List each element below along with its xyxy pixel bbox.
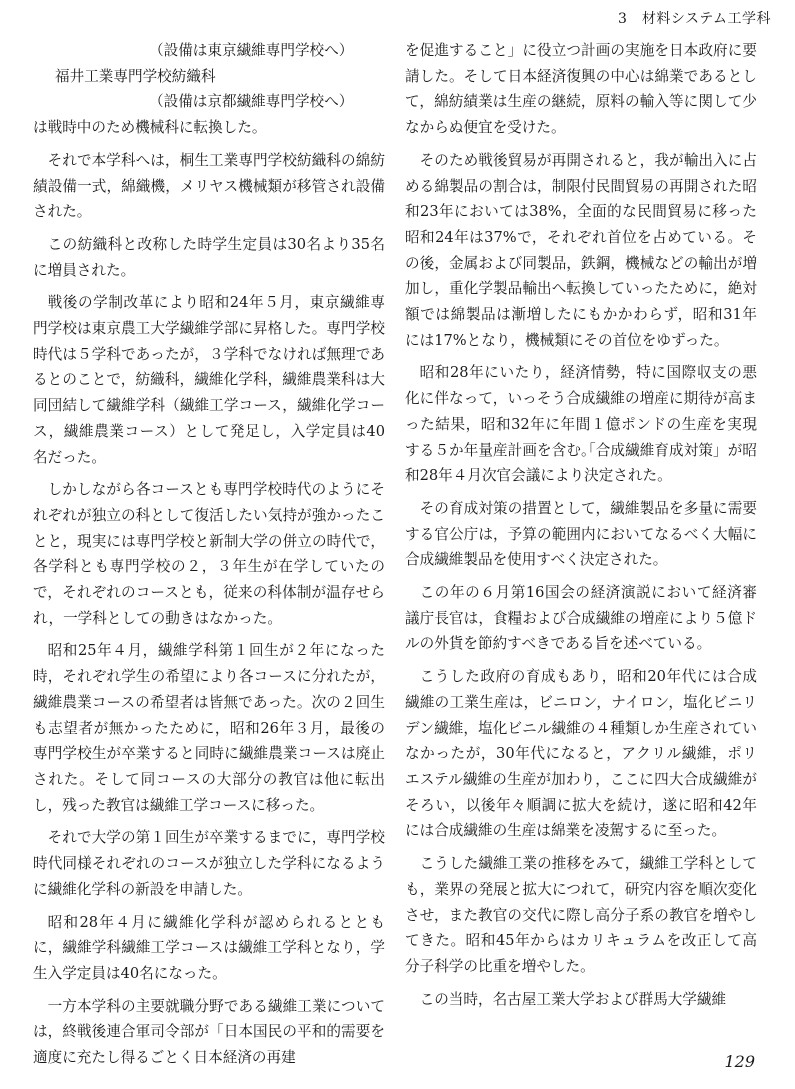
page-number: 129	[724, 1052, 755, 1071]
running-header: 3 材料システム工学科	[617, 11, 771, 27]
paragraph: それで本学科へは，桐生工業専門学校紡織科の綿紡績設備一式，綿織機，メリヤス機械類が移管され設備された。	[33, 151, 385, 221]
paragraph: しかしながら各コースとも専門学校時代のようにそれぞれが独立の科として復活したい気持が強かったことと，現実には専門学校と新制大学の併立の時代で，各学科とも専門学校の２，３年生が在学していたので，それぞれのコースとも，従来の科体制が温存せられ，一学科としての動きはなかった。	[33, 481, 385, 627]
equipment-note-kyoto: （設備は京都繊維専門学校へ）	[149, 93, 354, 111]
paragraph: こうした政府の育成もあり，昭和20年代には合成繊維の工業生産は，ビニロン，ナイロン，塩化ビニリデン繊維，塩化ビニル繊維の４種類しか生産されていなかったが，30年代になると，アクリル繊維，ポリエステル繊維の生産が加わり，ここに四大合成繊維がそろい，以後年々順調に拡大を続け，遂に昭和42年には合成繊維の生産は綿業を凌駕するに至った。	[405, 668, 757, 840]
conversion-note: は戦時中のため機械科に転換した。	[33, 119, 267, 137]
paragraph: 昭和28年にいたり，経済情勢，特に国際収支の悪化に伴なって，いっそう合成繊維の増産に期待が高まった結果，昭和32年に年間１億ポンドの生産を実現する５か年量産計画を含む｡｢合成繊維育成対策」が昭和28年４月次官会議により決定された。	[405, 364, 757, 485]
paragraph: 戦後の学制改革により昭和24年５月，東京繊維専門学校は東京農工大学繊維学部に昇格した。専門学校時代は５学科であったが，３学科でなければ無理であるとのことで，紡織科，繊維化学科，繊維農業科は大同団結して繊維学科（繊維工学コース，繊維化学コース，繊維農業コース）として発足し，入学定員は40名だった。	[33, 294, 385, 466]
fukui-school-name: 福井工業専門学校紡織科	[55, 67, 216, 85]
equipment-note-tokyo: （設備は東京繊維専門学校へ）	[149, 42, 354, 59]
paragraph: そのため戦後貿易が再開されると，我が輸出入に占める綿製品の割合は，制限付民間貿易の再開された昭和23年においては38%，全面的な民間貿易に移った昭和24年は37%で，それぞれ首位を占めている。その後，金属および同製品，鉄鋼，機械などの輸出が増加し，重化学製品輸出へ転換していったために，絶対額では綿製品は漸増したにもかかわらず，昭和31年には17%となり，機械類にその首位をゆずった。	[405, 151, 757, 349]
paragraph: その育成対策の措置として，繊維製品を多量に需要する官公庁は，予算の範囲内においてなるべく大幅に合成繊維製品を使用すべく決定された。	[405, 499, 757, 569]
left-column	[33, 38, 385, 1078]
paragraph: この紡織科と改称した時学生定員は30名より35名に増員された。	[33, 235, 385, 279]
paragraph: この当時，名古屋工業大学および群馬大学繊維	[419, 990, 727, 1008]
paragraph: それで大学の第１回生が卒業するまでに，専門学校時代同様それぞれのコースが独立した学科になるように繊維化学科の新設を申請した。	[33, 829, 385, 898]
paragraph-continued: を促進すること」に役立つ計画の実施を日本政府に要請した。そして日本経済復興の中心は綿業であるとして，綿紡績業は生産の継続，原料の輸入等に関して少なからぬ便宜を受けた。	[405, 42, 757, 137]
paragraph: 一方本学科の主要就職分野である繊維工業については，終戦後連合軍司令部が「日本国民の平和的需要を適度に充たし得るごとく日本経済の再建	[33, 997, 385, 1067]
paragraph: 昭和28年４月に繊維化学科が認められるとともに，繊維学科繊維工学コースは繊維工学科となり，学生入学定員は40名になった。	[33, 913, 385, 982]
paragraph: こうした繊維工業の推移をみて，繊維工学科としても，業界の発展と拡大につれて，研究内容を順次変化させ，また教官の交代に際し高分子系の教官を増やしてきた。昭和45年からはカリキュラムを改正して高分子科学の比重を増やした。	[405, 855, 757, 975]
right-column	[405, 38, 757, 1019]
paragraph: 昭和25年４月，繊維学科第１回生が２年になった時，それぞれ学生の希望により各コースに分れたが，繊維農業コースの希望者は皆無であった。次の２回生も志望者が無かったために，昭和26年３月，最後の専門学校生が卒業すると同時に繊維農業コースは廃止された。そして同コースの大部分の教官は他に転出し，残った教官は繊維工学コースに移った。	[33, 642, 385, 814]
paragraph: この年の６月第16国会の経済演説において経済審議庁長官は，食糧および合成繊維の増産により５億ドルの外貨を節約すべきである旨を述べている。	[405, 584, 757, 653]
